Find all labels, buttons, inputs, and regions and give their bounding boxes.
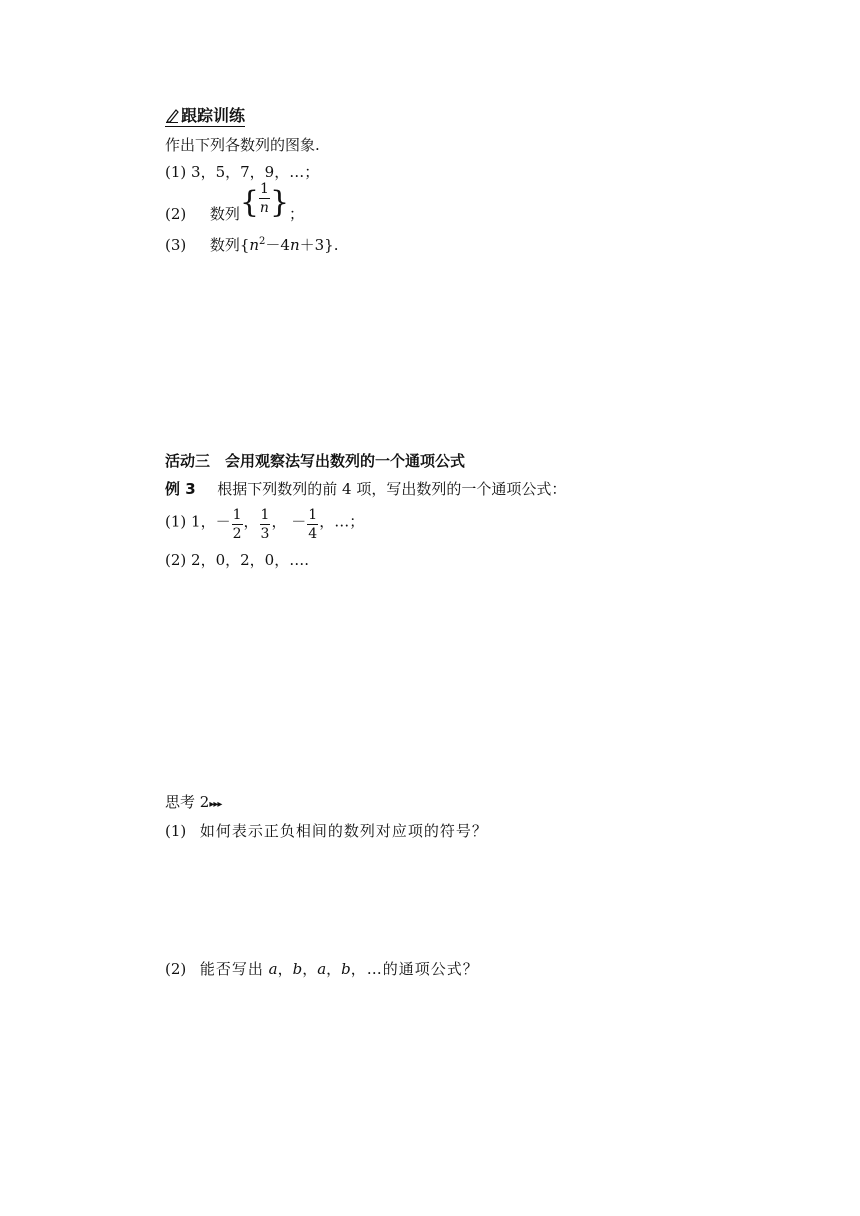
example3-item-2: (2) 2，0，2，0，…. <box>165 551 309 569</box>
tracking-item-3: (3) 数列$\{n^2-4n+3\}$. <box>165 236 339 254</box>
triple-arrow-icon: ▸▸▸ <box>209 799 222 810</box>
think2-title: 思考 2▸▸▸ <box>165 793 222 811</box>
right-brace: } <box>269 184 290 220</box>
tracking-item-3-label: (3) <box>165 236 187 254</box>
fraction-one-over-n: $\frac{1}{n}$ <box>259 181 269 216</box>
example3-label: 例 3 <box>165 480 196 498</box>
tracking-instruction: 作出下列各数列的图象. <box>165 136 320 154</box>
tracking-item-1-text: 3，5，7，9，…； <box>191 163 320 181</box>
tracking-heading <box>165 106 245 125</box>
tracking-item-2-label: (2) <box>165 204 187 223</box>
fraction-one-third: $\frac{1}{3}$ <box>260 507 270 542</box>
left-brace: { <box>239 184 259 220</box>
tracking-item-2-suffix: ； <box>289 204 305 223</box>
think2-question-2: (2) 能否写出 a，b，a，b，…的通项公式？ <box>165 960 479 978</box>
example3 <box>165 480 566 498</box>
tracking-item-1-label: (1) <box>165 163 187 181</box>
fraction-one-quarter: $\frac{1}{4}$ <box>308 507 318 542</box>
tracking-heading-text: 跟踪训练 <box>181 106 246 125</box>
fraction-one-half: $\frac{1}{2}$ <box>232 507 242 542</box>
activity3-title: 活动三 会用观察法写出数列的一个通项公式 <box>165 452 466 470</box>
example3-item-1: (1) 1，－ $\frac{1}{2}$ ， $\frac{1}{3}$ ， － $\frac{1}{4}$ ，…； <box>165 507 365 542</box>
example3-text: 根据下列数列的前 4 项，写出数列的一个通项公式： <box>217 480 567 498</box>
think2-question-1: (1) 如何表示正负相间的数列对应项的符号？ <box>165 822 488 840</box>
pencil-icon <box>165 107 179 123</box>
tracking-item-2 <box>165 181 305 223</box>
tracking-item-2-prefix: 数列 <box>209 204 240 223</box>
tracking-item-1 <box>165 163 319 181</box>
